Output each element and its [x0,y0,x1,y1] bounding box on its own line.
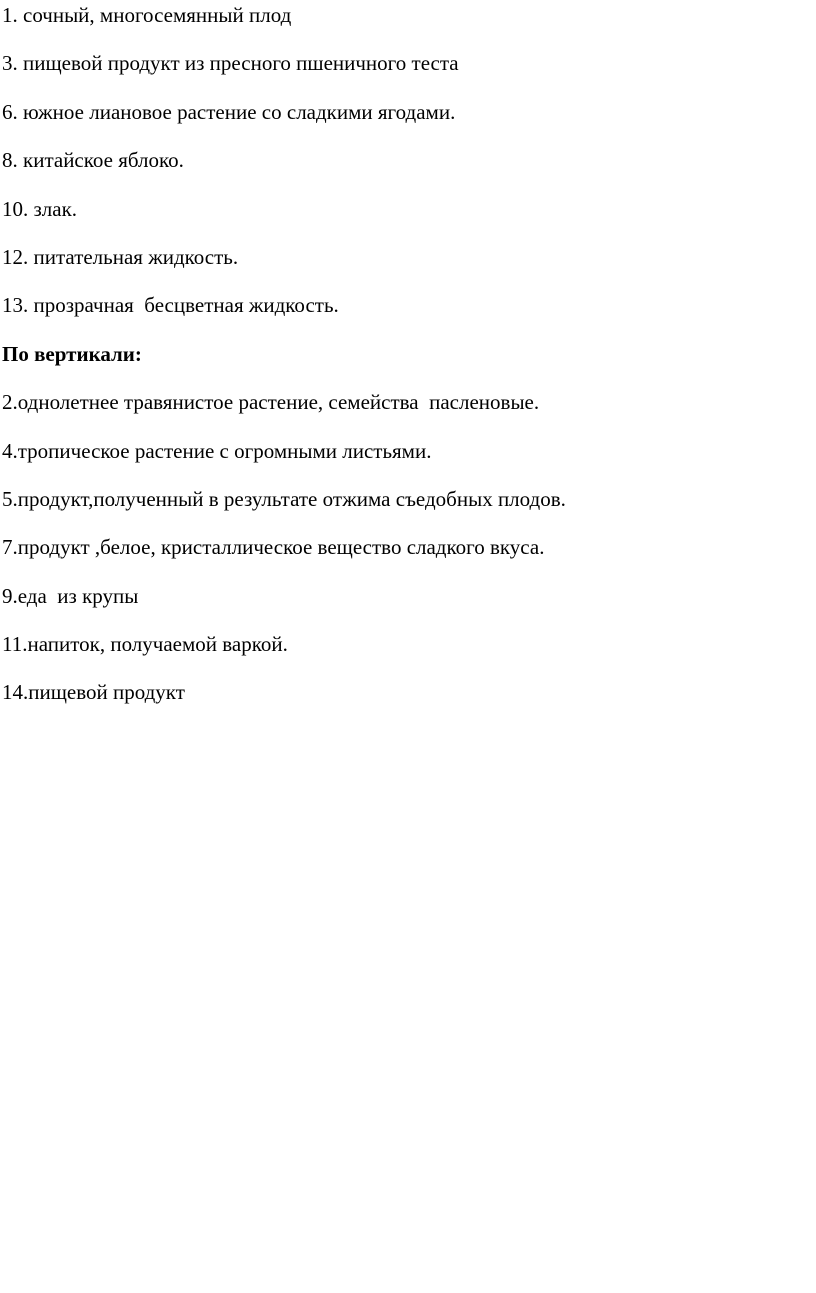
vertical-clue-11: 11.напиток, получаемой варкой. [2,632,288,657]
horizontal-clue-10: 10. злак. [2,196,78,221]
horizontal-clue-1: 1. сочный, многосемянный плод [2,3,292,27]
horizontal-clue-12: 12. питательная жидкость. [2,244,239,269]
vertical-clue-4: 4.тропическое растение с огромными листьями. [2,438,432,463]
vertical-clue-5: 5.продукт,полученный в результате отжима съедобных плодов. [2,486,566,511]
horizontal-clue-3: 3. пищевой продукт из пресного пшеничного теста [2,51,459,76]
horizontal-clue-8: 8. китайское яблоко. [2,148,184,173]
document-page [2,0,802,728]
horizontal-clue-13: 13. прозрачная бесцветная жидкость. [2,293,339,318]
horizontal-clue-6: 6. южное лиановое растение со сладкими ягодами. [2,99,456,124]
vertical-clue-9: 9.еда из крупы [2,583,139,608]
vertical-clue-14: 14.пищевой продукт [2,680,185,705]
vertical-clue-2: 2.однолетнее травянистое растение, семейства пасленовые. [2,390,540,415]
vertical-clue-7: 7.продукт ,белое, кристаллическое вещество сладкого вкуса. [2,535,545,560]
vertical-heading: По вертикали: [2,341,142,366]
